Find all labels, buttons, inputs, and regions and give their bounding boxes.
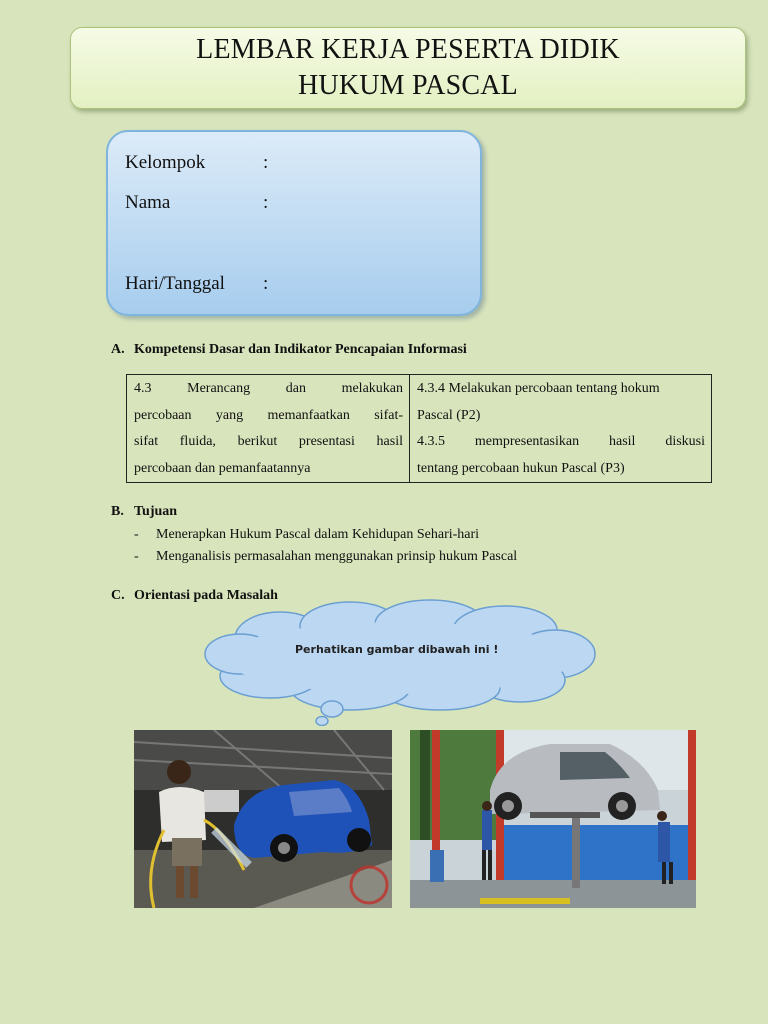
ipk-line: 4.3.5 mempresentasikan hasil diskusi <box>417 434 705 449</box>
section-a-heading <box>111 342 467 358</box>
identity-row-kelompok <box>125 152 268 174</box>
identity-label: Kelompok <box>125 152 206 173</box>
identity-box <box>106 130 482 316</box>
identity-colon: : <box>263 192 269 213</box>
ipk-line: 4.3.4 Melakukan percobaan tentang hokum <box>417 381 660 396</box>
section-letter: A. <box>111 342 125 357</box>
ipk-line: tentang percobaan hukun Pascal (P3) <box>417 460 625 476</box>
kd-line: sifat fluida, berikut presentasi hasil <box>134 434 403 449</box>
title-box <box>70 27 746 109</box>
identity-colon: : <box>263 152 269 173</box>
identity-label: Nama <box>125 192 171 213</box>
title-line-1: LEMBAR KERJA PESERTA DIDIK <box>196 34 620 65</box>
car-wash-photo <box>134 730 392 908</box>
list-item: - Menganalisis permasalahan menggunakan prinsip hukum Pascal <box>134 549 518 564</box>
kd-line: percobaan dan pemanfaatannya <box>134 460 311 476</box>
competency-table <box>126 374 712 483</box>
section-letter: C. <box>111 588 125 603</box>
ipk-line: Pascal (P2) <box>417 407 481 423</box>
car-lift-photo <box>410 730 696 908</box>
ipk-cell <box>410 375 712 483</box>
identity-colon: : <box>263 273 269 294</box>
identity-label: Hari/Tanggal <box>125 273 225 294</box>
list-item-text: Menerapkan Hukum Pascal dalam Kehidupan Sehari-hari <box>156 527 480 542</box>
kd-cell <box>127 375 410 483</box>
section-title: Orientasi pada Masalah <box>134 588 278 603</box>
identity-row-nama <box>125 192 268 214</box>
tujuan-list <box>134 524 517 568</box>
kd-line: percobaan yang memanfaatkan sifat- <box>134 407 403 423</box>
section-title: Tujuan <box>134 504 178 519</box>
list-item-text: Menganalisis permasalahan menggunakan prinsip hukum Pascal <box>156 549 518 564</box>
list-item: - Menerapkan Hukum Pascal dalam Kehidupan Sehari-hari <box>134 527 480 542</box>
section-letter: B. <box>111 504 124 519</box>
cloud-text: Perhatikan gambar dibawah ini ! <box>295 643 499 656</box>
section-b-heading <box>111 504 177 520</box>
identity-row-hari-tanggal <box>125 273 268 295</box>
title-line-2: HUKUM PASCAL <box>298 70 518 101</box>
thought-cloud <box>200 596 600 726</box>
section-title: Kompetensi Dasar dan Indikator Pencapaian Informasi <box>134 342 467 357</box>
kd-line: 4.3 Merancang dan melakukan <box>134 381 403 396</box>
